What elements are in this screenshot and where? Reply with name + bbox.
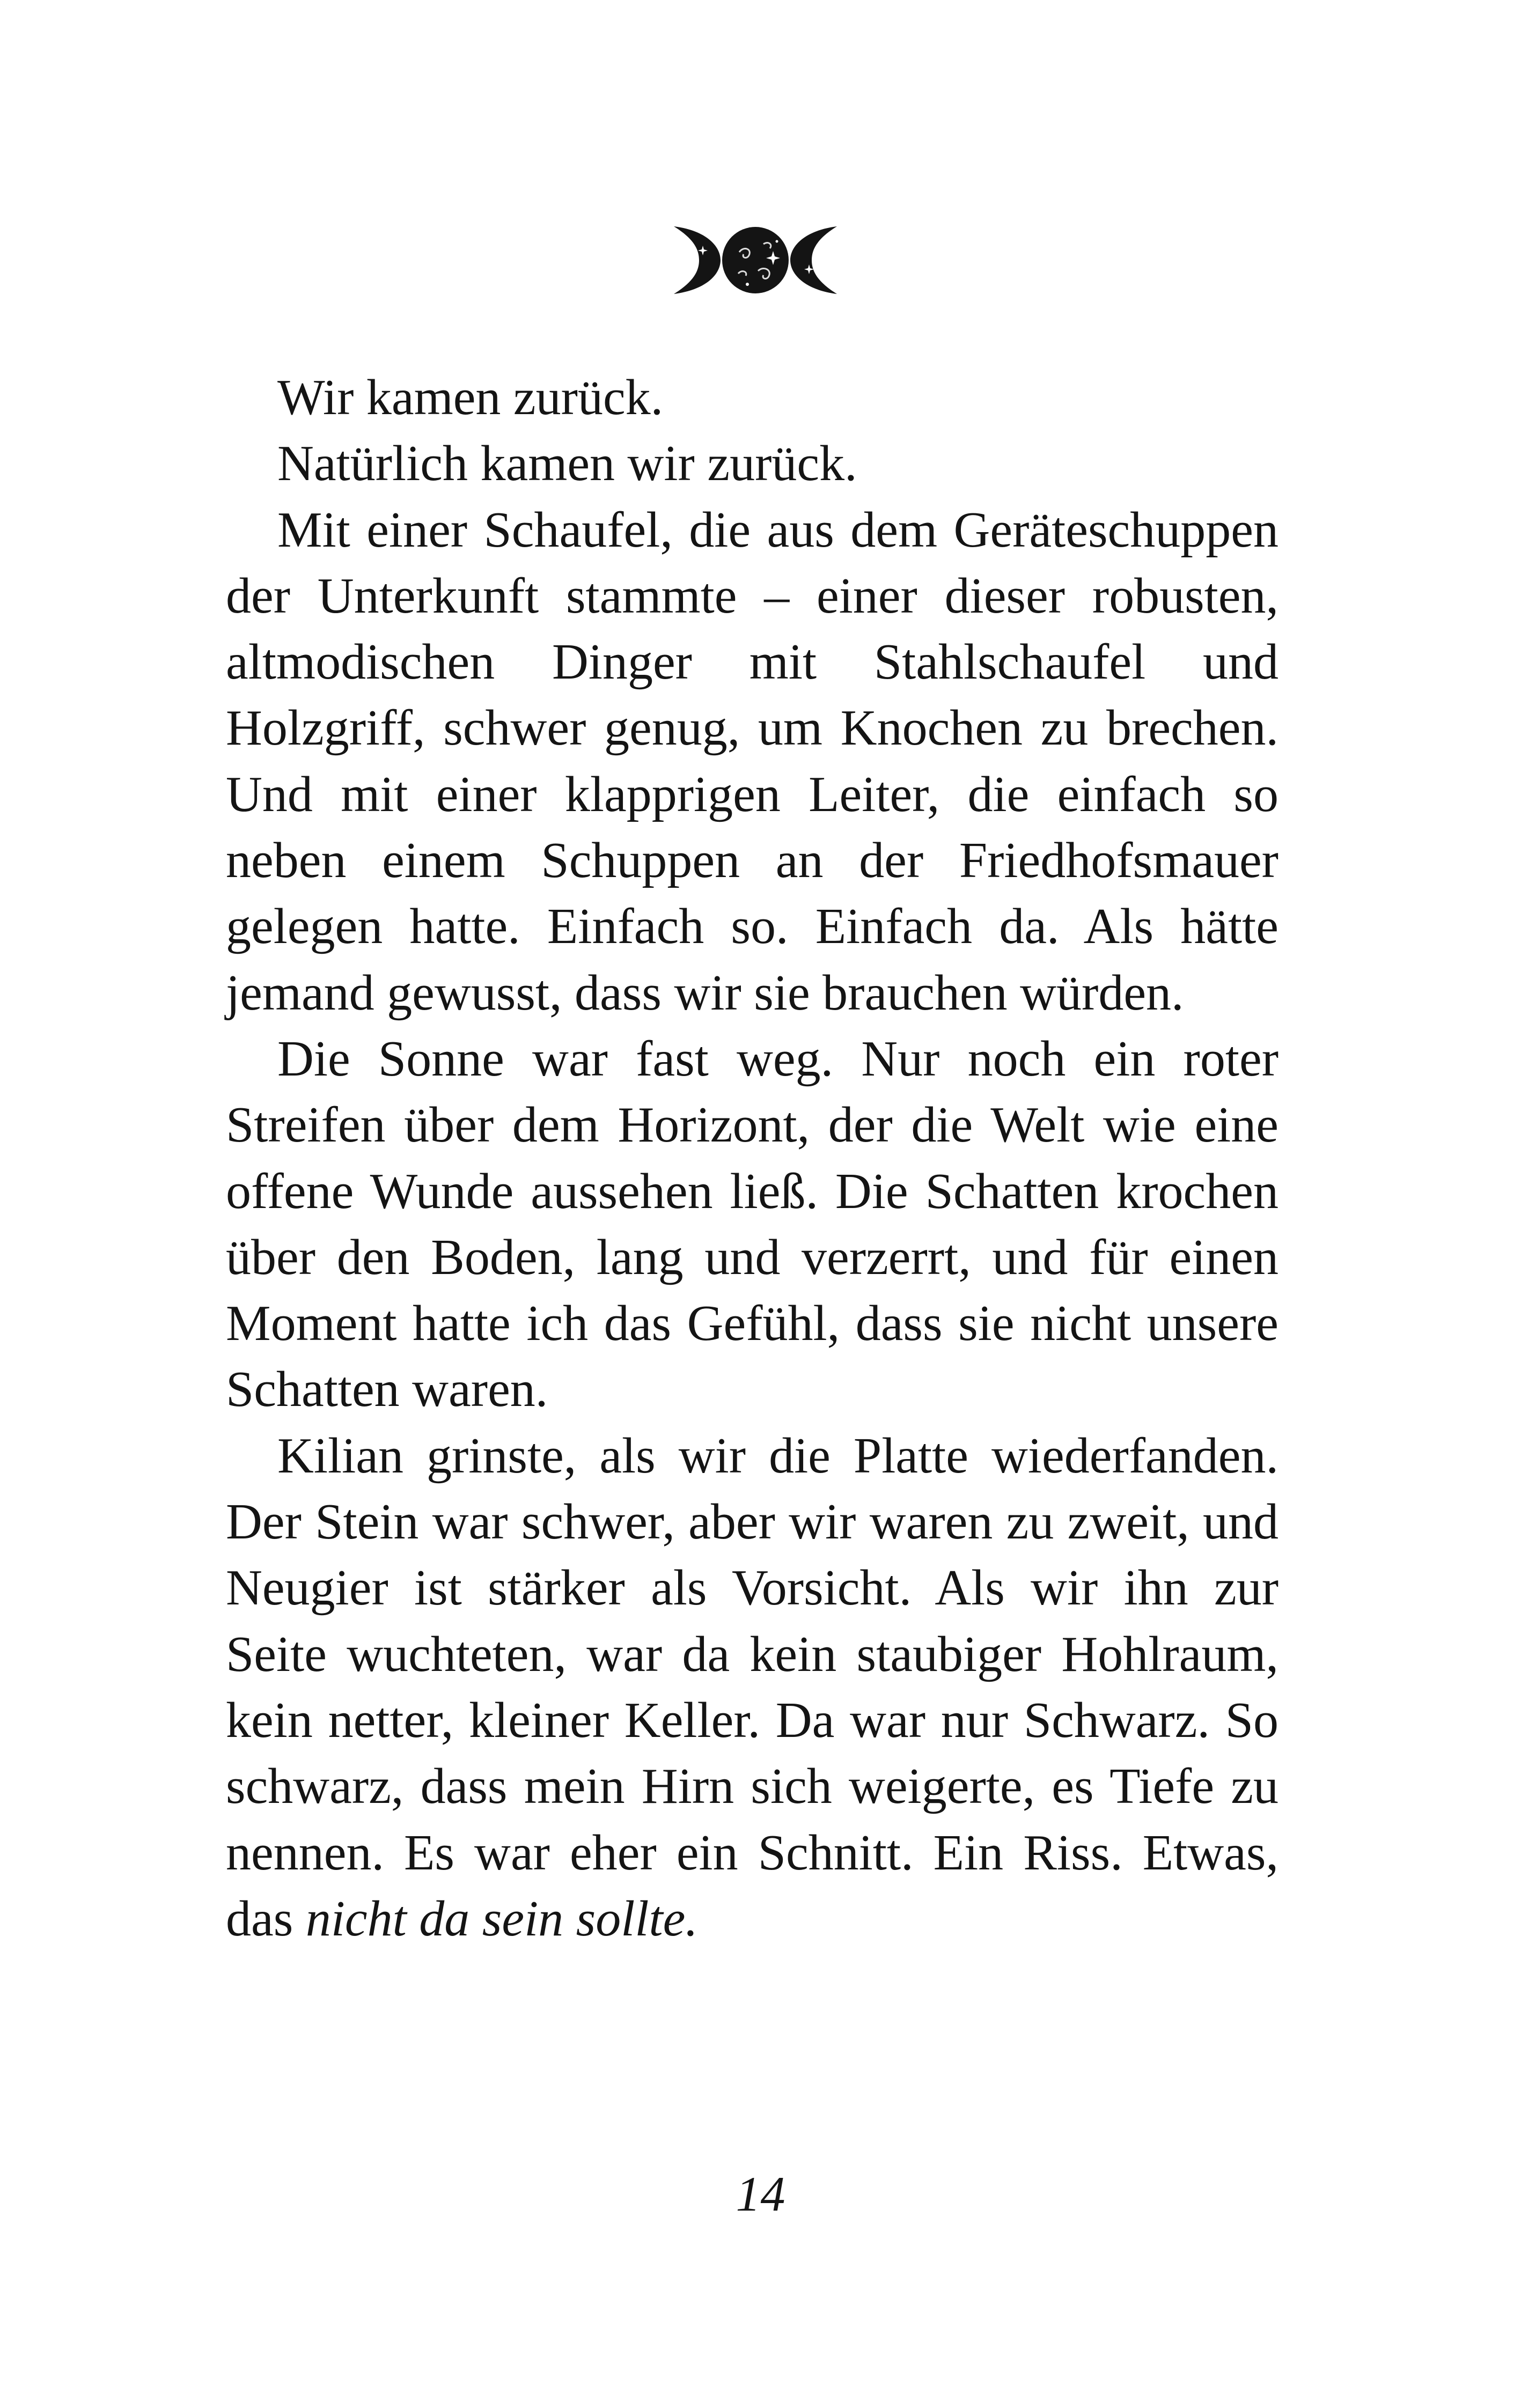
left-crescent-icon: [674, 226, 721, 294]
page-number: 14: [736, 2167, 785, 2221]
paragraph-2: Natürlich kamen wir zurück.: [277, 436, 857, 492]
paragraph-5: [226, 1423, 1278, 1952]
triple-moon-icon: [670, 220, 841, 300]
body-text: [226, 365, 1278, 1952]
paragraph-5-text: Kilian grinste, als wir die Platte wiederfanden. Der Stein war schwer, aber wir waren zu zweit, und Neugier ist stärker als Vorsicht. Als wir ihn zur Seite wuchteten, war da kein staubiger Hohlraum, kein netter, kleiner Keller. Da war nur Schwarz. So schwarz, dass mein Hirn sich weigerte, es Tiefe zu nennen. Es war eher ein Schnitt. Ein Riss. Etwas, das: [226, 1427, 1278, 1947]
paragraph-4: Die Sonne war fast weg. Nur noch ein roter Streifen über dem Horizont, der die Welt wie eine offene Wunde aussehen ließ. Die Schatten krochen über den Boden, lang und verzerrt, und für einen Moment hatte ich das Gefühl, dass sie nicht unsere Schatten waren.: [226, 1030, 1278, 1418]
paragraph-5-italic: nicht da sein sollte.: [305, 1890, 698, 1947]
right-crescent-icon: [790, 226, 837, 294]
paragraph-3: Mit einer Schaufel, die aus dem Geräteschuppen der Unterkunft stammte – einer dieser robusten, altmodischen Dinger mit Stahlschaufel und Holzgriff, schwer genug, um Knochen zu brechen. Und mit einer klapprigen Leiter, die einfach so neben einem Schuppen an der Friedhofsmauer gelegen hatte. Einfach so. Einfach da. Als hätte jemand gewusst, dass wir sie brauchen würden.: [226, 502, 1278, 1021]
paragraph-1: Wir kamen zurück.: [277, 370, 664, 425]
full-moon-icon: [722, 227, 789, 293]
